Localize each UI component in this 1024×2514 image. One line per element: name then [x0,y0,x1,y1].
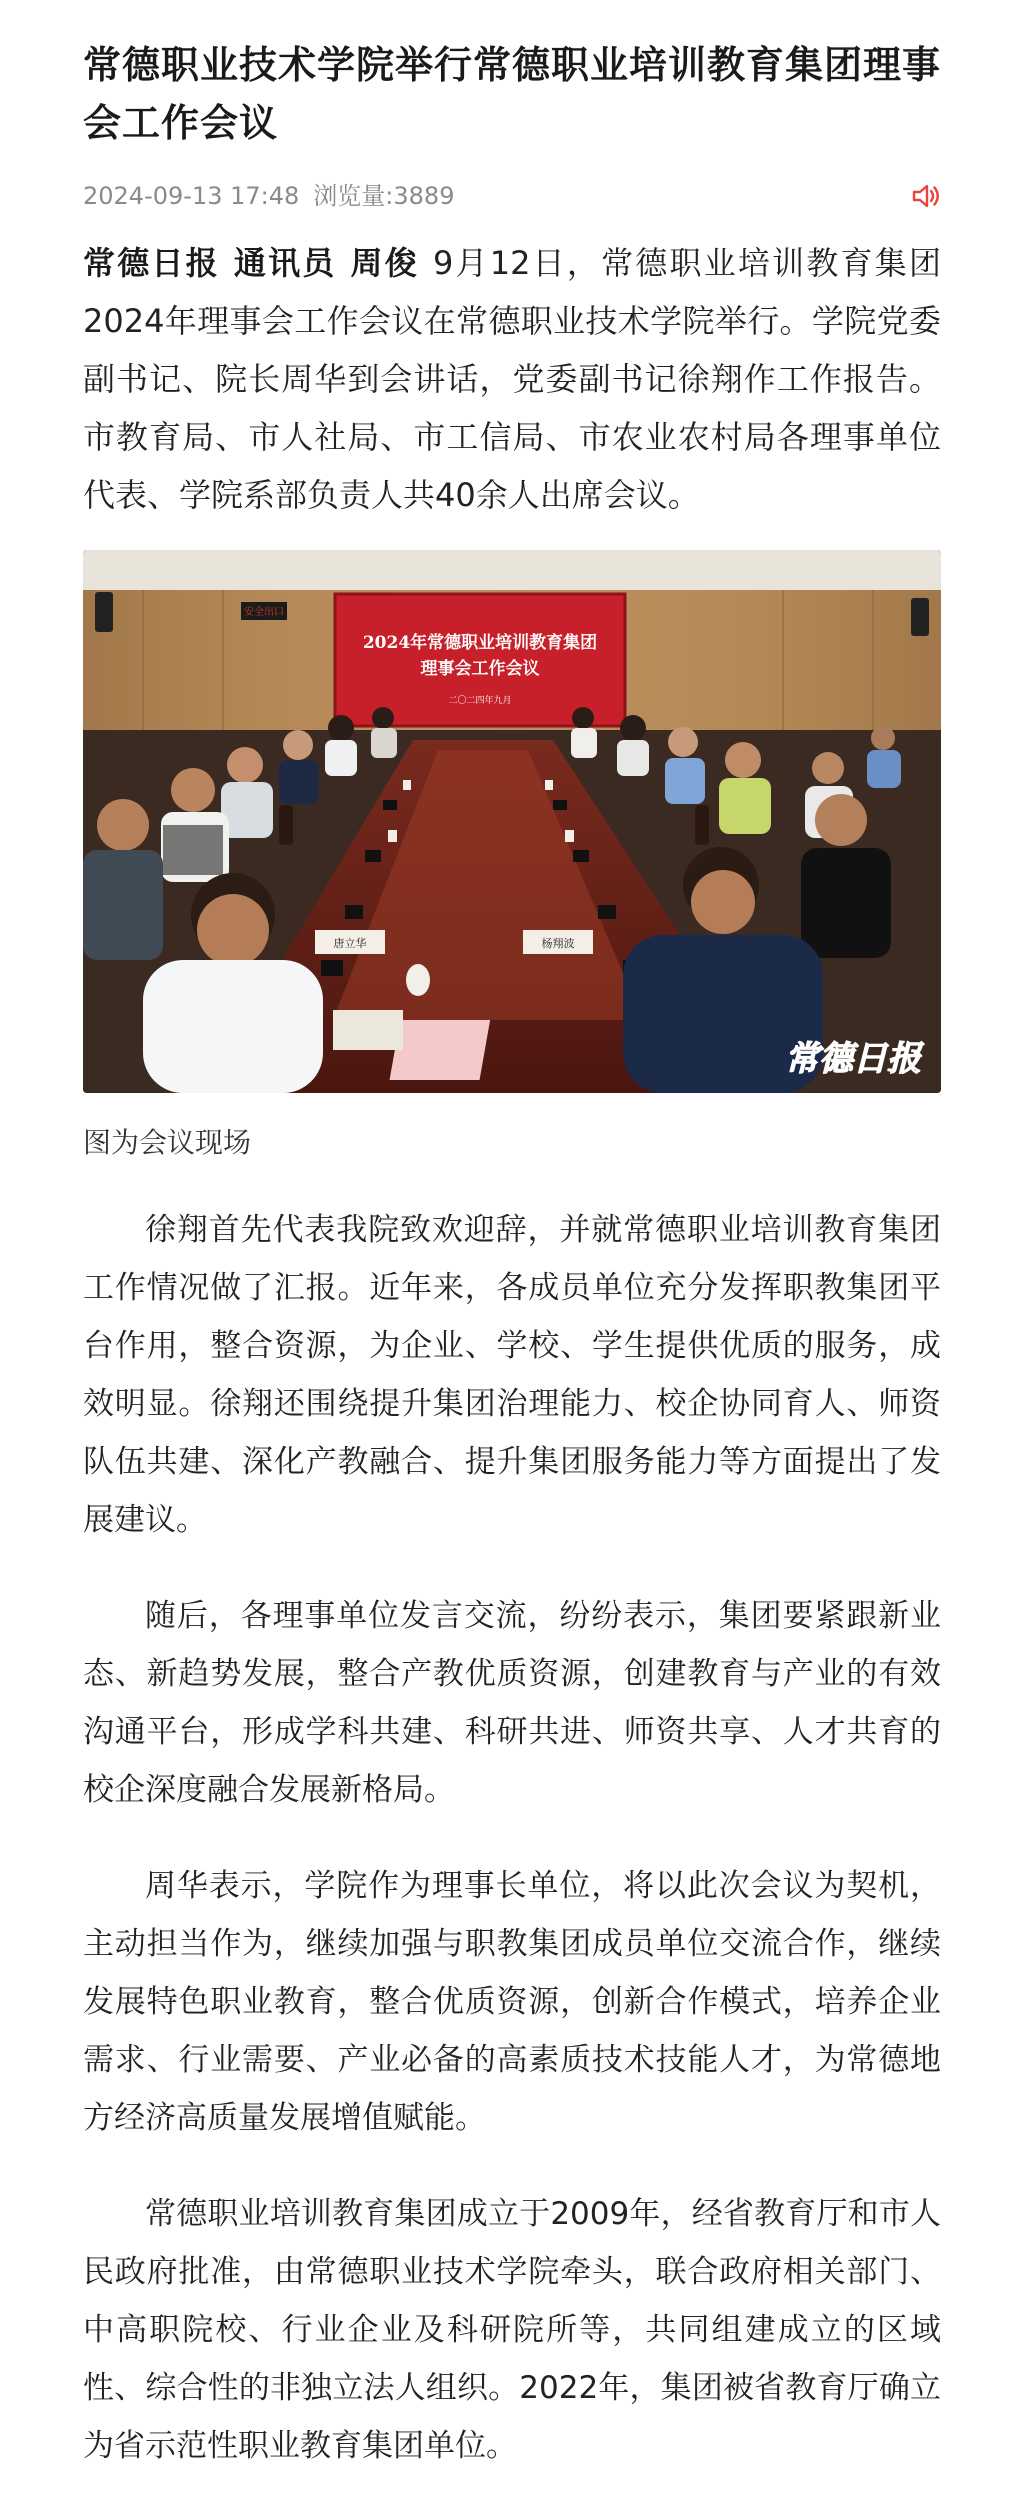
lead-text: 9月12日，常德职业培训教育集团2024年理事会工作会议在常德职业技术学院举行。学院党委副书记、院长周华到会讲话，党委副书记徐翔作工作报告。市教育局、市人社局、市工信局、市农业农村局各理事单位代表、学院系部负责人共40余人出席会议。 [83,244,941,514]
banner-line-2: 理事会工作会议 [420,659,540,679]
byline-author: 周俊 [350,244,419,282]
publish-date: 2024-09-13 [83,182,223,210]
byline [83,244,433,282]
meeting-photo-illustration [83,550,941,1093]
body-paragraph-1: 徐翔首先代表我院致欢迎辞，并就常德职业培训教育集团工作情况做了汇报。近年来，各成员单位充分发挥职教集团平台作用，整合资源，为企业、学校、学生提供优质的服务，成效明显。徐翔还围绕提升集团治理能力、校企协同育人、师资队伍共建、深化产教融合、提升集团服务能力等方面提出了发展建议。 [83,1212,941,1538]
views-count: 3889 [393,182,455,210]
nameplate-left: 唐立华 [333,937,367,950]
speaker-icon[interactable] [911,182,941,210]
exit-sign: 安全出口 [244,607,284,618]
meeting-photo [83,550,941,1093]
banner-date: 二〇二四年九月 [448,696,512,706]
body-paragraph-2: 随后，各理事单位发言交流，纷纷表示，集团要紧跟新业态、新趋势发展，整合产教优质资源，创建教育与产业的有效沟通平台，形成学科共建、科研共进、师资共享、人才共育的校企深度融合发展新格局。 [83,1598,941,1808]
banner-line-1: 2024年常德职业培训教育集团 [362,633,598,653]
byline-outlet: 常德日报 [83,244,220,282]
article-title: 常德职业技术学院举行常德职业培训教育集团理事会工作会议 [83,43,942,145]
article-meta [83,176,941,216]
nameplate-right: 杨翔波 [541,937,575,950]
byline-role: 通讯员 [233,244,337,282]
lead-paragraph [83,234,941,524]
photo-watermark: 常德日报 [785,1039,921,1079]
body-paragraph-4: 常德职业培训教育集团成立于2009年，经省教育厅和市人民政府批准，由常德职业技术学院牵头，联合政府相关部门、中高职院校、行业企业及科研院所等，共同组建成立的区域性、综合性的非独立法人组织。2022年，集团被省教育厅确立为省示范性职业教育集团单位。 [83,2196,941,2464]
photo-caption: 图为会议现场 [83,1126,252,1159]
views-label: 浏览量: [313,182,394,210]
publish-time: 17:48 [230,182,300,210]
body-paragraph-3: 周华表示，学院作为理事长单位，将以此次会议为契机，主动担当作为，继续加强与职教集团成员单位交流合作，继续发展特色职业教育，整合优质资源，创新合作模式，培养企业需求、行业需要、产业必备的高素质技术技能人才，为常德地方经济高质量发展增值赋能。 [83,1868,941,2136]
